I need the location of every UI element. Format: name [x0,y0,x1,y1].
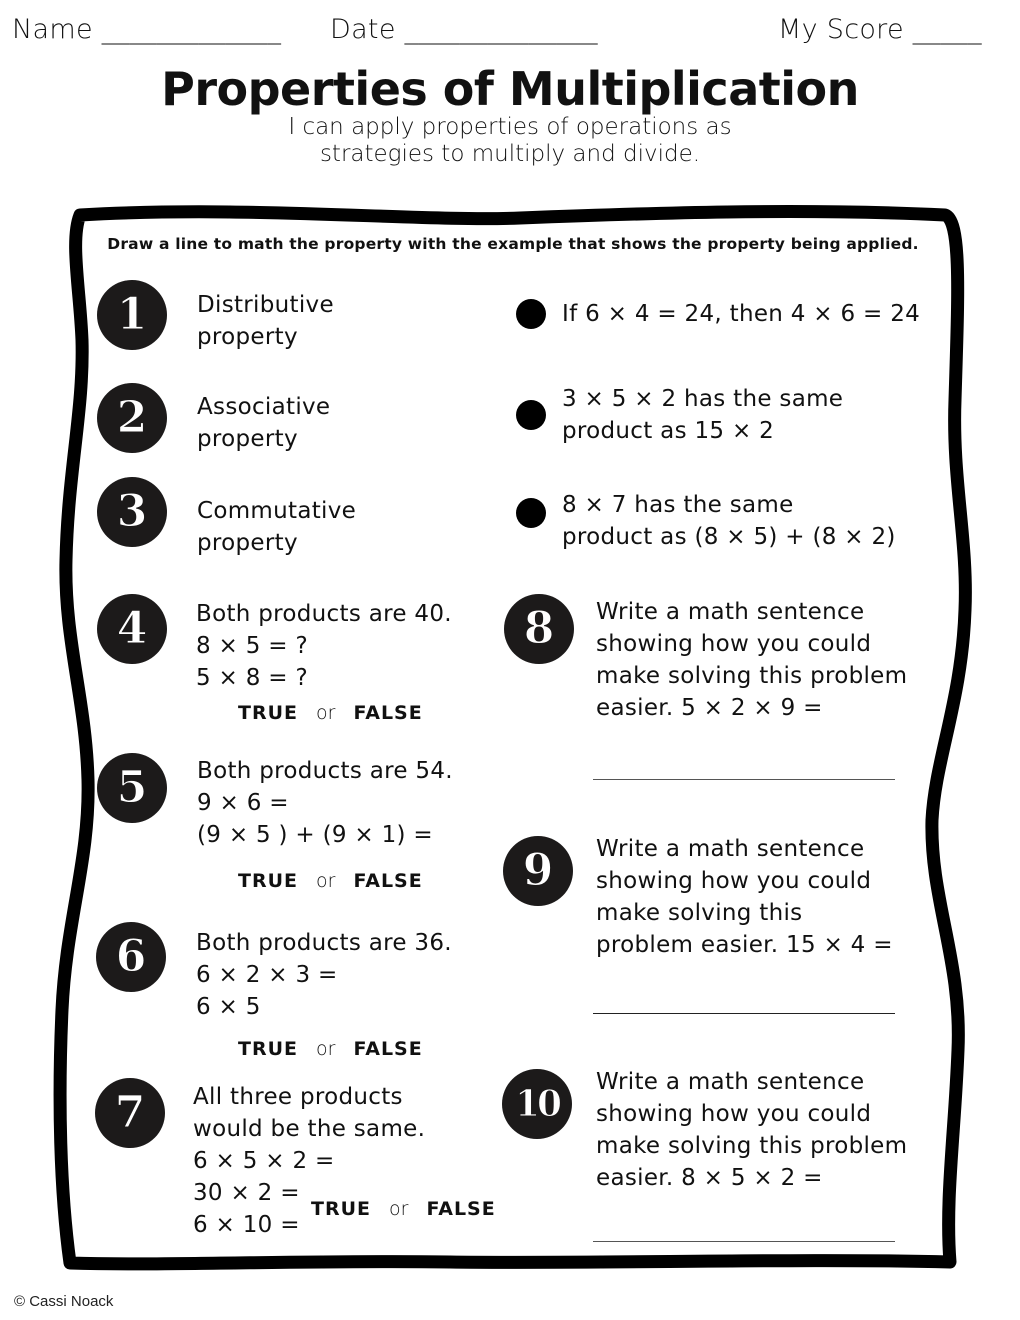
score-field-label[interactable]: My Score _____ [778,14,982,45]
example-3 [562,489,896,553]
or-label: or [316,870,336,892]
question-text: 9 × 6 = [197,790,289,816]
false-option[interactable]: FALSE [353,702,423,724]
match-dot-icon[interactable] [516,299,546,329]
true-option[interactable]: TRUE [311,1198,371,1220]
question-text: would be the same. [193,1116,426,1142]
example-text: product as 15 × 2 [562,418,775,444]
question-text: 30 × 2 = [193,1180,300,1206]
question-text: problem easier. 15 × 4 = [596,932,893,958]
question-10 [596,1066,907,1194]
match-dot-icon[interactable] [516,400,546,430]
question-text: (9 × 5 ) + (9 × 1) = [197,822,433,848]
property-label: Commutative [197,498,357,524]
page-title: Properties of Multiplication [161,62,859,116]
or-label: or [316,702,336,724]
question-text: Write a math sentence [596,836,865,862]
question-text: 6 × 5 [196,994,261,1020]
question-text: make solving this problem [596,1133,908,1159]
question-text: Both products are 36. [196,930,452,956]
false-option[interactable]: FALSE [353,870,423,892]
copyright: © Cassi Noack [14,1293,114,1310]
question-text: 8 × 5 = ? [196,633,308,659]
example-text: 8 × 7 has the same [562,492,794,518]
property-label: property [197,324,298,350]
number-badge-4-icon: 4 [97,594,167,664]
question-text: make solving this problem [596,663,908,689]
property-commutative[interactable] [197,495,356,559]
name-field-label[interactable]: Name _____________ [12,14,282,45]
true-option[interactable]: TRUE [238,870,298,892]
question-text: 6 × 2 × 3 = [196,962,338,988]
example-text: product as (8 × 5) + (8 × 2) [562,524,896,550]
question-text: 6 × 5 × 2 = [193,1148,335,1174]
instructions: Draw a line to math the property with the example that shows the property being applied. [107,235,919,253]
number-badge-10-icon: 10 [502,1069,572,1139]
question-text: Both products are 40. [196,601,452,627]
property-label: Associative [197,394,331,420]
question-text: easier. 5 × 2 × 9 = [596,695,823,721]
property-label: property [197,530,298,556]
property-distributive[interactable] [197,289,334,353]
property-associative[interactable] [197,391,330,455]
or-label: or [389,1198,409,1220]
true-false-choice-7 [311,1198,496,1220]
false-option[interactable]: FALSE [353,1038,423,1060]
question-6 [196,927,452,1023]
match-dot-icon[interactable] [516,498,546,528]
question-text: showing how you could [596,631,872,657]
question-text: showing how you could [596,1101,872,1127]
answer-line-8[interactable] [593,779,895,780]
true-false-choice-5 [238,870,423,892]
true-option[interactable]: TRUE [238,1038,298,1060]
true-false-choice-6 [238,1038,423,1060]
true-false-choice-4 [238,702,423,724]
number-badge-7-icon: 7 [95,1078,165,1148]
number-badge-8-icon: 8 [504,594,574,664]
answer-line-10[interactable] [593,1241,895,1242]
or-label: or [316,1038,336,1060]
number-badge-6-icon: 6 [96,922,166,992]
question-4 [196,598,452,694]
number-badge-1-icon: 1 [97,280,167,350]
number-badge-3-icon: 3 [97,477,167,547]
question-text: Both products are 54. [197,758,453,784]
example-text: 3 × 5 × 2 has the same [562,386,844,412]
question-text: 6 × 10 = [193,1212,300,1238]
example-1 [562,298,920,330]
question-9 [596,833,893,961]
question-text: Write a math sentence [596,1069,865,1095]
number-badge-9-icon: 9 [503,836,573,906]
question-text: All three products [193,1084,403,1110]
date-field-label[interactable]: Date ______________ [330,14,598,45]
property-label: Distributive [197,292,334,318]
property-label: property [197,426,298,452]
number-badge-5-icon: 5 [97,753,167,823]
number-badge-2-icon: 2 [97,383,167,453]
learning-goal-line-1: I can apply properties of operations as [288,114,732,140]
answer-line-9[interactable] [593,1013,895,1014]
question-text: Write a math sentence [596,599,865,625]
example-text: If 6 × 4 = 24, then 4 × 6 = 24 [562,301,921,327]
question-text: make solving this [596,900,803,926]
question-5 [197,755,453,851]
true-option[interactable]: TRUE [238,702,298,724]
question-text: 5 × 8 = ? [196,665,308,691]
question-text: easier. 8 × 5 × 2 = [596,1165,823,1191]
false-option[interactable]: FALSE [426,1198,496,1220]
question-8 [596,596,907,724]
question-text: showing how you could [596,868,872,894]
learning-goal-line-2: strategies to multiply and divide. [319,141,701,167]
example-2 [562,383,843,447]
